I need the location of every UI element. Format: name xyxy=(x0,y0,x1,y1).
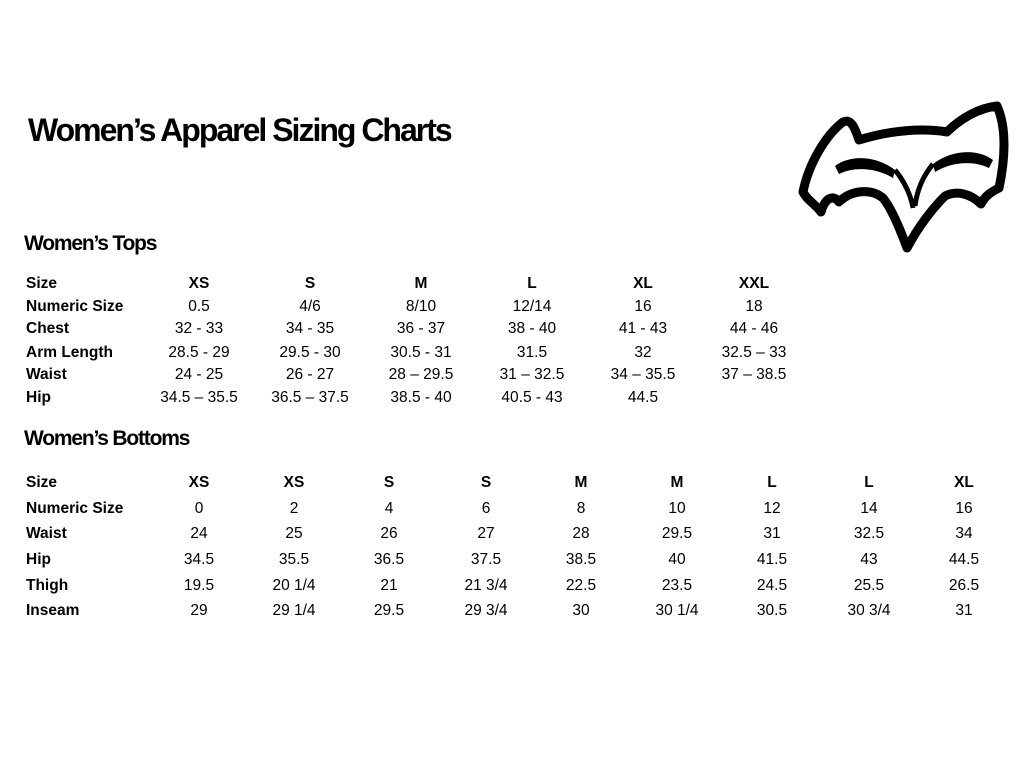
table-cell: 40.5 - 43 xyxy=(501,389,563,406)
table-cell: 30 1/4 xyxy=(655,602,699,619)
table-cell: 12/14 xyxy=(512,298,552,315)
table-cell: 34 xyxy=(955,525,973,542)
table-cell: 12 xyxy=(763,500,781,517)
table-cell: 36 - 37 xyxy=(396,320,446,337)
table-cell: 28.5 - 29 xyxy=(168,344,230,361)
table-cell: 26 - 27 xyxy=(285,366,335,383)
row-label: Hip xyxy=(26,551,51,568)
table-cell: 24 xyxy=(190,525,208,542)
row-label: Numeric Size xyxy=(26,298,124,315)
size-header-cell: XL xyxy=(954,474,974,491)
size-header-cell: XS xyxy=(188,275,210,292)
table-cell: 29 3/4 xyxy=(464,602,508,619)
size-header-cell: XS xyxy=(188,474,210,491)
table-row xyxy=(0,296,1024,318)
table-cell: 34.5 – 35.5 xyxy=(160,389,238,406)
size-header-cell: XL xyxy=(633,275,653,292)
table-cell: 19.5 xyxy=(183,577,215,594)
table-row xyxy=(0,364,1024,386)
tops-header-row xyxy=(0,273,1024,295)
size-header-cell: XXL xyxy=(738,275,770,292)
table-cell: 8 xyxy=(576,500,586,517)
table-cell: 38 - 40 xyxy=(507,320,557,337)
table-cell: 16 xyxy=(955,500,973,517)
row-label: Waist xyxy=(26,525,67,542)
table-cell: 31 xyxy=(955,602,973,619)
page-title: Women’s Apparel Sizing Charts xyxy=(28,112,451,148)
table-cell: 24 - 25 xyxy=(174,366,224,383)
table-cell: 20 1/4 xyxy=(272,577,316,594)
table-row xyxy=(0,342,1024,364)
table-cell: 26 xyxy=(380,525,398,542)
table-cell: 25 xyxy=(285,525,303,542)
table-cell: 37 – 38.5 xyxy=(721,366,787,383)
table-cell: 21 xyxy=(380,577,398,594)
table-cell: 29 1/4 xyxy=(272,602,316,619)
size-header-cell: M xyxy=(414,275,428,292)
table-cell: 0 xyxy=(194,500,204,517)
row-label: Chest xyxy=(26,320,70,337)
table-cell: 4/6 xyxy=(299,298,321,315)
table-cell: 35.5 xyxy=(278,551,310,568)
table-cell: 32 - 33 xyxy=(174,320,224,337)
row-label: Inseam xyxy=(26,602,80,619)
table-cell: 14 xyxy=(860,500,878,517)
table-cell: 8/10 xyxy=(405,298,437,315)
table-cell: 44 - 46 xyxy=(729,320,779,337)
table-cell: 25.5 xyxy=(853,577,885,594)
fox-head-icon xyxy=(795,100,1009,258)
table-cell: 27 xyxy=(477,525,495,542)
table-cell: 34 - 35 xyxy=(285,320,335,337)
tops-section-title: Women’s Tops xyxy=(24,232,157,255)
row-label: Size xyxy=(26,474,58,491)
table-cell: 32.5 xyxy=(853,525,885,542)
row-label: Size xyxy=(26,275,58,292)
table-cell: 41.5 xyxy=(756,551,788,568)
table-cell: 23.5 xyxy=(661,577,693,594)
bottoms-header-row xyxy=(0,472,1024,494)
table-cell: 28 xyxy=(572,525,590,542)
table-row xyxy=(0,549,1024,571)
size-header-cell: M xyxy=(670,474,684,491)
table-cell: 36.5 xyxy=(373,551,405,568)
size-header-cell: L xyxy=(864,474,874,491)
table-cell: 32.5 – 33 xyxy=(721,344,787,361)
table-cell: 41 - 43 xyxy=(618,320,668,337)
table-cell: 30.5 xyxy=(756,602,788,619)
table-cell: 24.5 xyxy=(756,577,788,594)
table-cell: 34.5 xyxy=(183,551,215,568)
table-row xyxy=(0,575,1024,597)
table-cell: 30.5 - 31 xyxy=(390,344,452,361)
table-cell: 34 – 35.5 xyxy=(610,366,676,383)
row-label: Hip xyxy=(26,389,51,406)
size-header-cell: S xyxy=(304,275,316,292)
table-cell: 29.5 - 30 xyxy=(279,344,341,361)
table-cell: 37.5 xyxy=(470,551,502,568)
table-cell: 36.5 – 37.5 xyxy=(271,389,349,406)
size-header-cell: XS xyxy=(283,474,305,491)
size-header-cell: M xyxy=(574,474,588,491)
table-cell: 44.5 xyxy=(948,551,980,568)
table-cell: 38.5 xyxy=(565,551,597,568)
table-cell: 4 xyxy=(384,500,394,517)
row-label: Thigh xyxy=(26,577,69,594)
table-cell: 44.5 xyxy=(627,389,659,406)
row-label: Arm Length xyxy=(26,344,113,361)
size-header-cell: L xyxy=(527,275,537,292)
table-cell: 21 3/4 xyxy=(464,577,508,594)
size-header-cell: S xyxy=(480,474,492,491)
table-cell: 0.5 xyxy=(188,298,210,315)
table-cell: 2 xyxy=(289,500,299,517)
table-cell: 30 xyxy=(572,602,590,619)
table-cell: 6 xyxy=(481,500,491,517)
table-row xyxy=(0,387,1024,409)
table-cell: 31 xyxy=(763,525,781,542)
table-row xyxy=(0,318,1024,340)
bottoms-section-title: Women’s Bottoms xyxy=(24,427,190,450)
table-cell: 29 xyxy=(190,602,208,619)
table-cell: 31.5 xyxy=(516,344,548,361)
table-row xyxy=(0,498,1024,520)
table-cell: 16 xyxy=(634,298,652,315)
table-cell: 29.5 xyxy=(373,602,405,619)
row-label: Waist xyxy=(26,366,67,383)
table-cell: 32 xyxy=(634,344,652,361)
size-header-cell: S xyxy=(383,474,395,491)
table-cell: 29.5 xyxy=(661,525,693,542)
table-cell: 10 xyxy=(668,500,686,517)
table-cell: 30 3/4 xyxy=(847,602,891,619)
row-label: Numeric Size xyxy=(26,500,124,517)
table-row xyxy=(0,600,1024,622)
table-cell: 22.5 xyxy=(565,577,597,594)
table-row xyxy=(0,523,1024,545)
table-cell: 26.5 xyxy=(948,577,980,594)
table-cell: 40 xyxy=(668,551,686,568)
table-cell: 31 – 32.5 xyxy=(499,366,565,383)
table-cell: 18 xyxy=(745,298,763,315)
table-cell: 38.5 - 40 xyxy=(390,389,452,406)
table-cell: 28 – 29.5 xyxy=(388,366,454,383)
table-cell: 43 xyxy=(860,551,878,568)
size-header-cell: L xyxy=(767,474,777,491)
